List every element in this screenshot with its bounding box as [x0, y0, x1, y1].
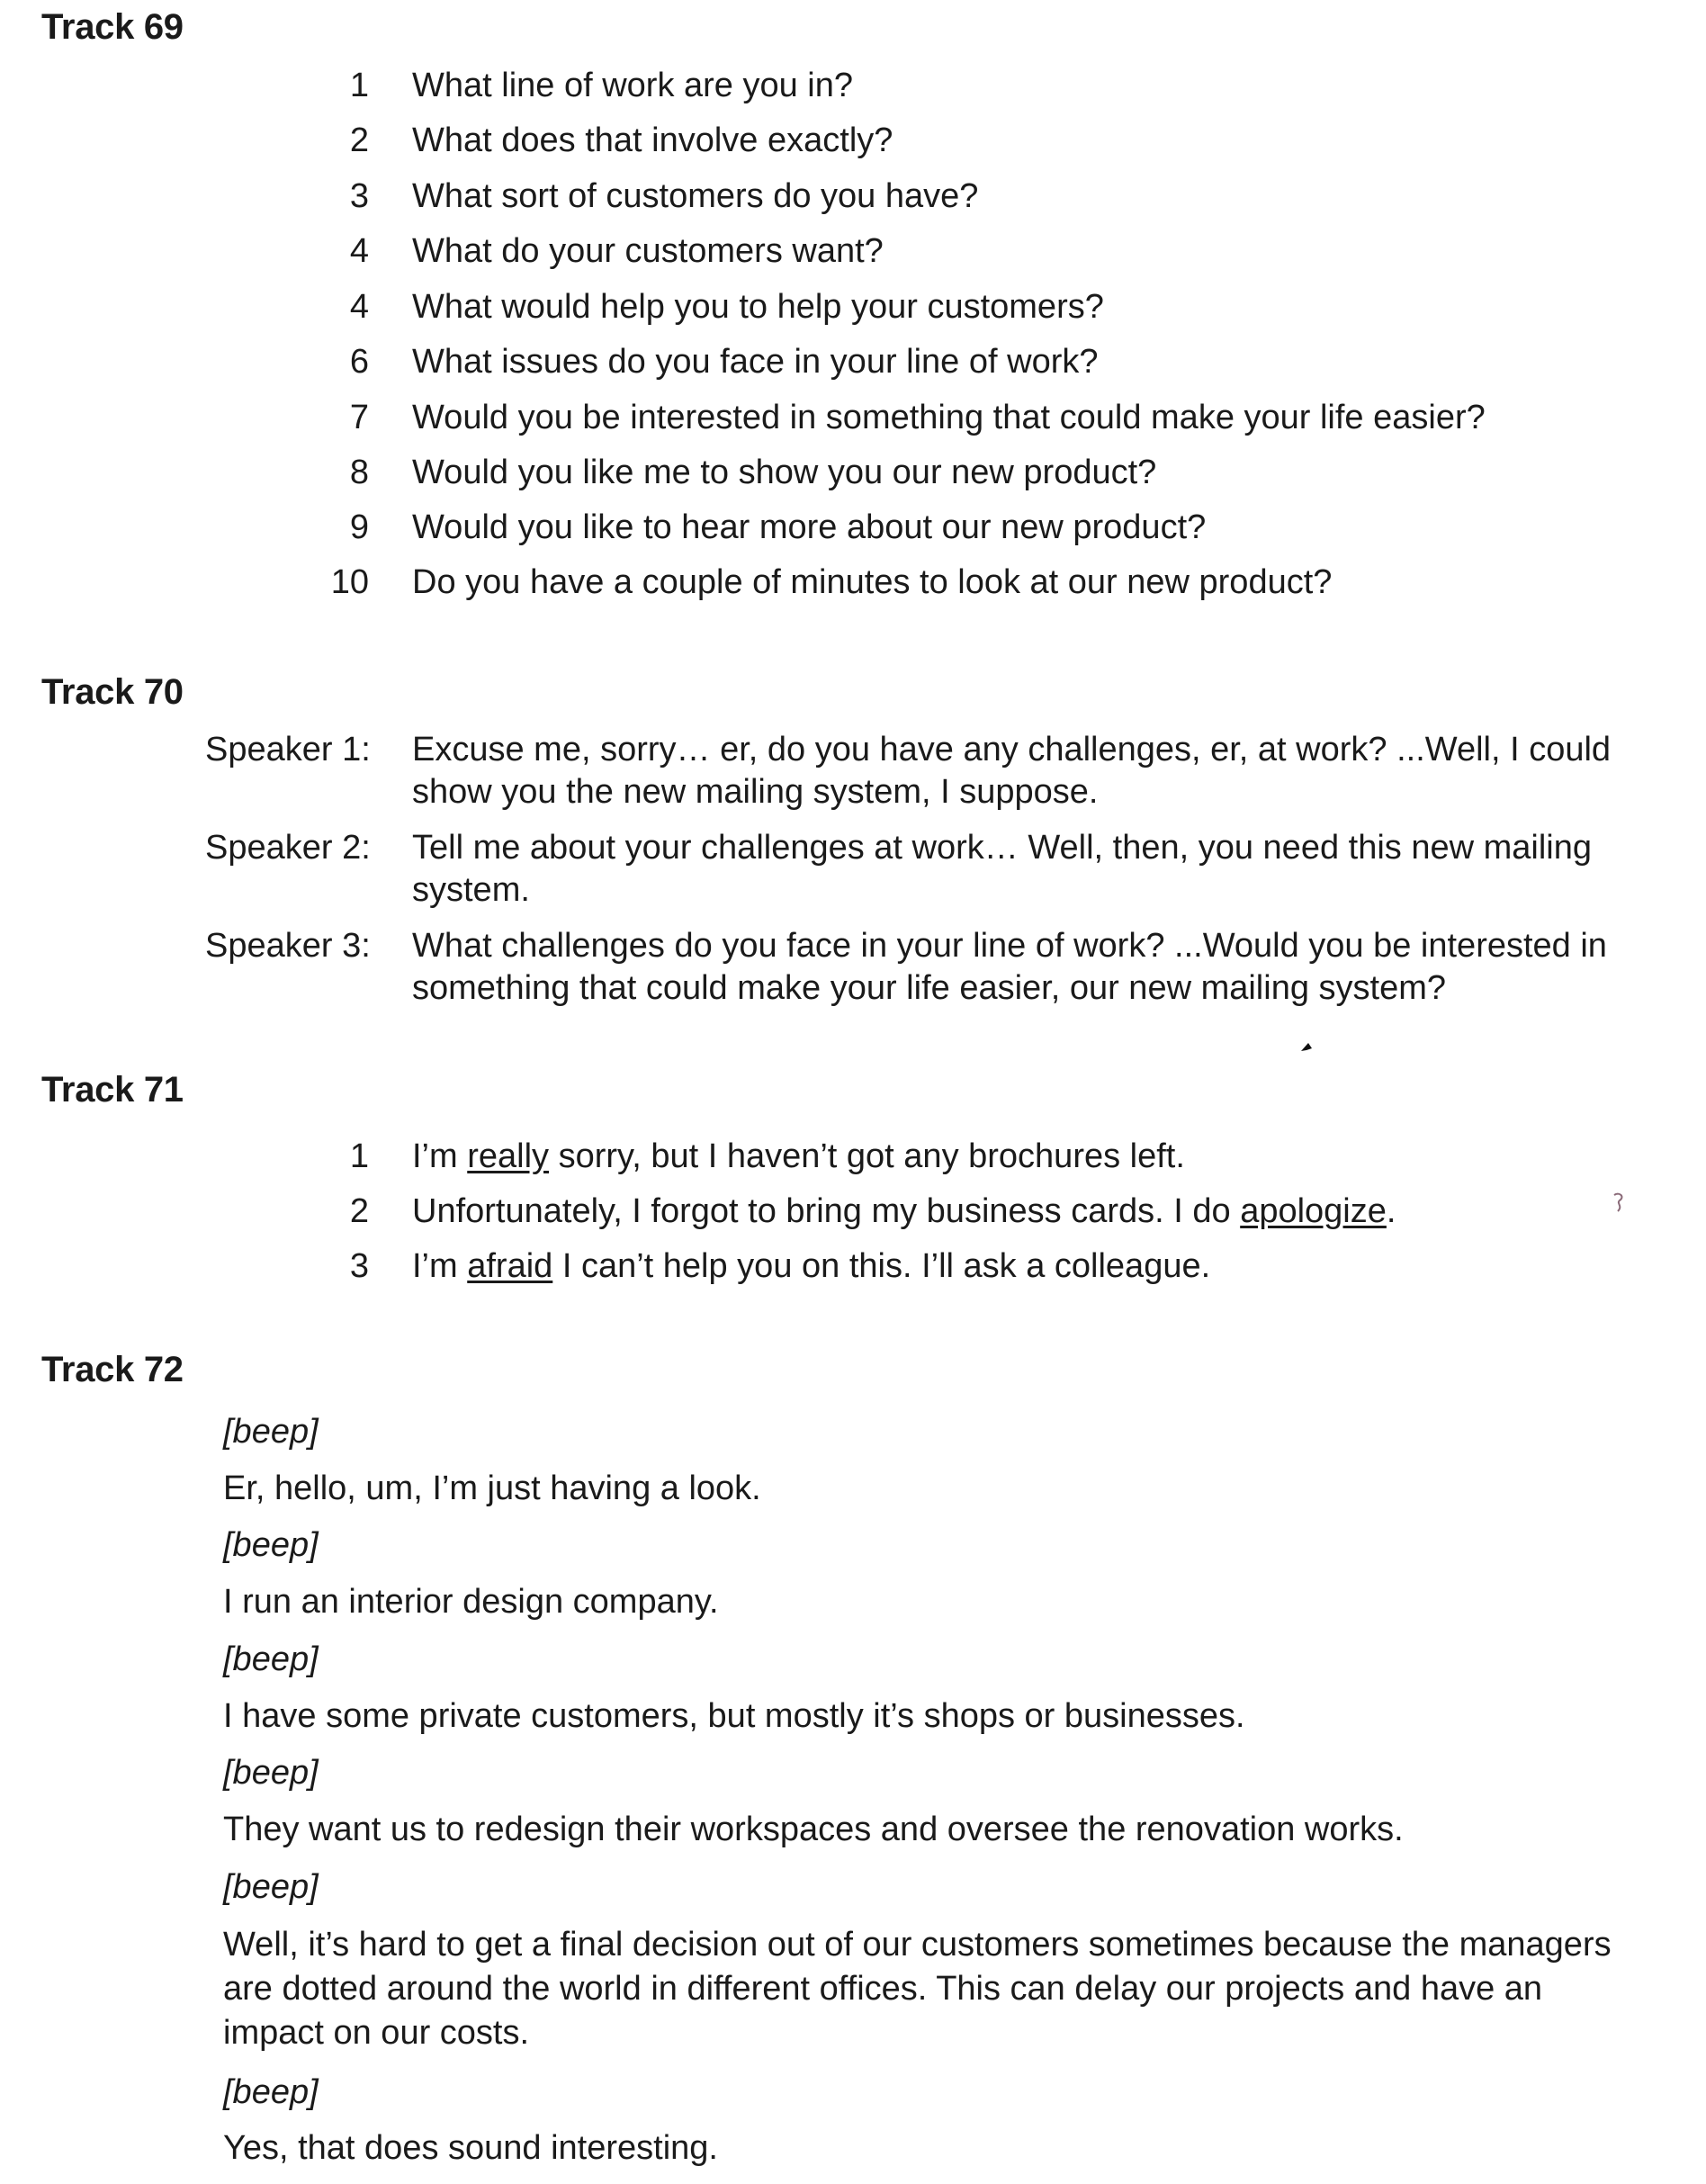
list-item: Would you be interested in something that could make your life easier?	[412, 399, 1486, 436]
list-item: What would help you to help your customers?	[412, 288, 1104, 326]
list-item: What line of work are you in?	[412, 67, 854, 104]
list-item	[412, 1245, 1210, 1287]
list-item	[412, 1136, 1185, 1177]
track-72-heading: Track 72	[41, 1350, 184, 1389]
speaker-label: Speaker 2:	[205, 829, 371, 867]
transcript-line: They want us to redesign their workspaces and oversee the renovation works.	[223, 1811, 1404, 1848]
item-number: 3	[349, 1247, 369, 1285]
text-before: I’m	[412, 1247, 468, 1285]
track-70-heading: Track 70	[41, 672, 184, 712]
list-item: What issues do you face in your line of work?	[412, 343, 1099, 381]
transcript-line: I have some private customers, but mostly it’s shops or businesses.	[223, 1697, 1245, 1735]
item-number: 2	[349, 121, 369, 159]
text-before: Unfortunately, I forgot to bring my business cards. I do	[412, 1192, 1241, 1230]
transcript-line: I run an interior design company.	[223, 1583, 719, 1621]
item-number: 7	[349, 399, 369, 436]
transcript-line: Er, hello, um, I’m just having a look.	[223, 1469, 761, 1507]
item-number: 1	[349, 67, 369, 104]
beep-cue: [beep]	[223, 1754, 319, 1792]
beep-cue: [beep]	[223, 2073, 319, 2111]
text-after: sorry, but I haven’t got any brochures left.	[549, 1137, 1185, 1175]
speaker-label: Speaker 3:	[205, 927, 371, 965]
beep-cue: [beep]	[223, 1640, 319, 1678]
beep-cue: [beep]	[223, 1868, 319, 1906]
ink-smudge	[1609, 1190, 1630, 1217]
speaker-label: Speaker 1:	[205, 731, 371, 768]
item-number: 9	[349, 508, 369, 546]
ink-speck	[1299, 1040, 1317, 1055]
text-before: I’m	[412, 1137, 468, 1175]
track-69-heading: Track 69	[41, 7, 184, 47]
text-after: .	[1386, 1192, 1396, 1230]
underlined-word: afraid	[467, 1247, 553, 1285]
item-number: 1	[349, 1137, 369, 1175]
underlined-word: really	[467, 1137, 550, 1175]
item-number: 4	[349, 232, 369, 270]
transcript-line: Yes, that does sound interesting.	[223, 2129, 718, 2167]
track-71-heading: Track 71	[41, 1070, 184, 1110]
transcript-line: Well, it’s hard to get a final decision out of our customers sometimes because the managers are dotted around the world in different offices. This can delay our projects and have an impact on our costs.	[223, 1926, 1612, 2052]
list-item: Would you like me to show you our new product?	[412, 454, 1157, 491]
item-number: 6	[349, 343, 369, 381]
list-item: What does that involve exactly?	[412, 121, 893, 159]
item-number: 4	[349, 288, 369, 326]
text-after: I can’t help you on this. I’ll ask a colleague.	[552, 1247, 1211, 1285]
beep-cue: [beep]	[223, 1413, 319, 1451]
underlined-word: apologize	[1240, 1192, 1387, 1230]
speaker-line: What challenges do you face in your line of work? ...Would you be interested in something that could make your life easier, our new mailing system?	[412, 927, 1607, 1007]
beep-cue: [beep]	[223, 1526, 319, 1564]
list-item	[412, 1191, 1396, 1232]
item-number: 8	[349, 454, 369, 491]
item-number: 2	[349, 1192, 369, 1230]
speaker-line: Excuse me, sorry… er, do you have any challenges, er, at work? ...Well, I could show you the new mailing system, I suppose.	[412, 731, 1612, 811]
list-item: Would you like to hear more about our new product?	[412, 508, 1207, 546]
item-number: 3	[349, 177, 369, 215]
item-number: 10	[330, 563, 369, 601]
list-item: What sort of customers do you have?	[412, 177, 979, 215]
speaker-line: Tell me about your challenges at work… Well, then, you need this new mailing system.	[412, 829, 1592, 909]
list-item: What do your customers want?	[412, 232, 884, 270]
list-item: Do you have a couple of minutes to look at our new product?	[412, 563, 1333, 601]
